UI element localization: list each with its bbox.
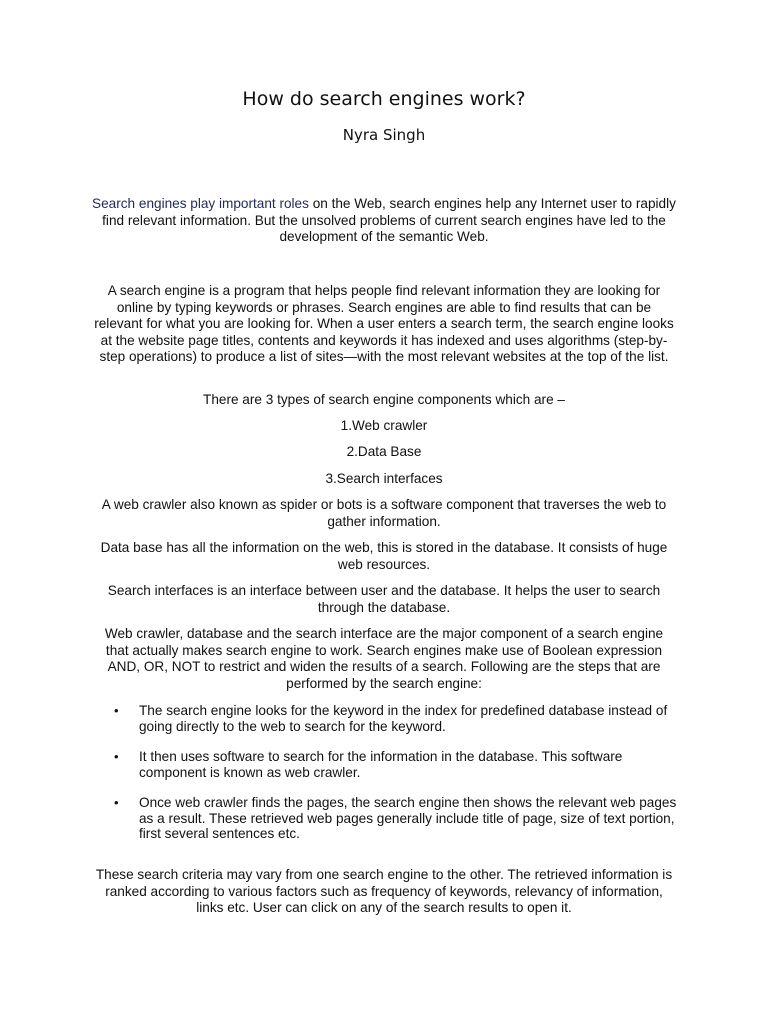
intro-text: on the Web, search engines help any Internet user to rapidly find relevant information. But the unsolved problems of current search engines have led to the development of the semantic Web.	[102, 196, 676, 244]
definition-paragraph: A search engine is a program that helps people find relevant information they are looking for online by typing keywords or phrases. Search engines are able to find results that can be relevant for what you are looking for. When a user enters a search term, the search engine looks at the website page titles, contents and keywords it has indexed and uses algorithms (step-by-step operations) to produce a list of sites—with the most relevant websites at the top of the list.	[94, 283, 674, 364]
type-item-2: 2.Data Base	[346, 444, 422, 459]
document-author: Nyra Singh	[342, 126, 426, 144]
bullet-icon: •	[114, 795, 119, 810]
step-text: It then uses software to search for the information in the database. This software component is known as web crawler.	[139, 749, 623, 780]
type-item-3: 3.Search interfaces	[325, 471, 443, 486]
components-paragraph: Web crawler, database and the search interface are the major component of a search engine that actually makes search engine to work. Search engines make use of Boolean expression AND, OR, NOT to restrict and widen the results of a search. Following are the steps that are performed by the search engine:	[104, 626, 664, 691]
database-paragraph: Data base has all the information on the web, this is stored in the database. It consists of huge web resources.	[100, 540, 668, 572]
intro-link[interactable]: Search engines play important roles	[92, 196, 309, 211]
interface-paragraph: Search interfaces is an interface between user and the database. It helps the user to search through the database.	[107, 583, 661, 615]
list-item	[112, 749, 680, 780]
steps-list	[112, 703, 680, 857]
list-item	[112, 795, 680, 842]
intro-paragraph	[92, 196, 676, 246]
bullet-icon: •	[114, 703, 119, 718]
document-title: How do search engines work?	[242, 88, 526, 110]
bullet-icon: •	[114, 749, 119, 764]
type-item-1: 1.Web crawler	[340, 418, 428, 433]
crawler-paragraph: A web crawler also known as spider or bots is a software component that traverses the web to gather information.	[101, 497, 667, 529]
step-text: The search engine looks for the keyword in the index for predefined database instead of going directly to the web to search for the keyword.	[139, 703, 668, 734]
step-text: Once web crawler finds the pages, the search engine then shows the relevant web pages as a result. These retrieved web pages generally include title of page, size of text portion, first several sentences etc.	[139, 795, 677, 841]
conclusion-paragraph: These search criteria may vary from one search engine to the other. The retrieved information is ranked according to various factors such as frequency of keywords, relevancy of information, links etc. User can click on any of the search results to open it.	[95, 867, 673, 915]
list-item	[112, 703, 680, 734]
types-intro: There are 3 types of search engine components which are –	[203, 392, 565, 407]
